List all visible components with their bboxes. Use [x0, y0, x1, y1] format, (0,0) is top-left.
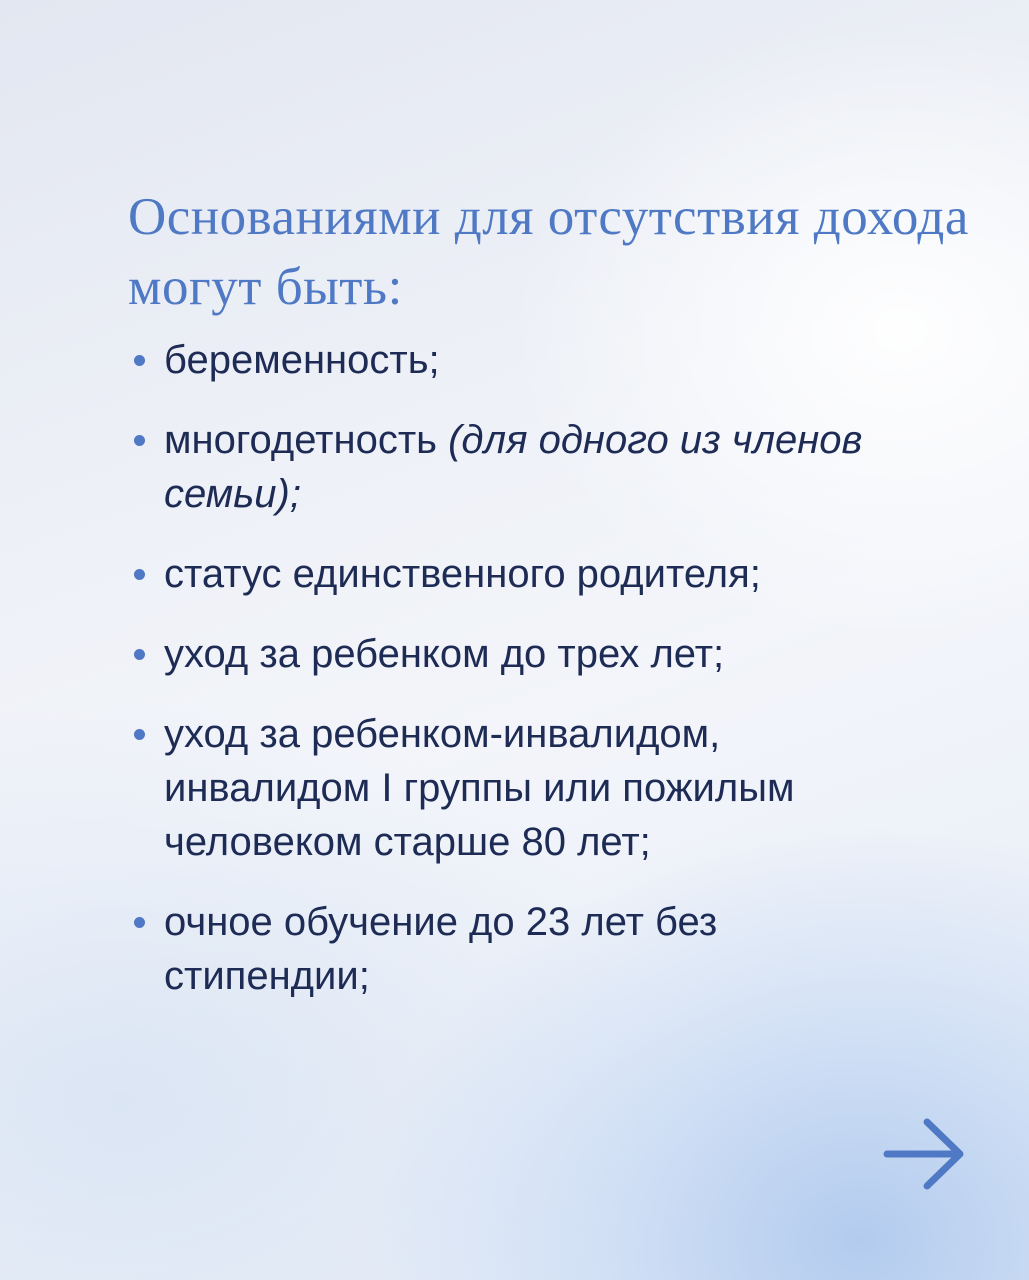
- slide-title: Основаниями для отсутствия дохода могут быть:: [128, 188, 969, 316]
- bullet-icon: [134, 569, 145, 580]
- list-item: [128, 895, 724, 1003]
- list-item-note: (для одного из членов семьи);: [164, 418, 863, 516]
- bullet-icon: [134, 355, 145, 366]
- bullet-icon: [134, 435, 145, 446]
- list-item-text: беременность;: [164, 338, 440, 382]
- list-item: [128, 547, 968, 601]
- list-item-text: уход за ребенком-инвалидом, инвалидом I группы или пожилым человеком старше 80 лет;: [164, 712, 795, 864]
- list-item: [128, 707, 884, 869]
- list-item-text: уход за ребенком до трех лет;: [164, 632, 725, 676]
- bullet-icon: [134, 729, 145, 740]
- bullet-icon: [134, 649, 145, 660]
- arrow-right-icon: [883, 1117, 967, 1191]
- reasons-list: [128, 333, 968, 1029]
- bullet-icon: [134, 917, 145, 928]
- next-slide-button[interactable]: [883, 1117, 967, 1191]
- list-item-text: очное обучение до 23 лет без стипендии;: [164, 900, 718, 998]
- list-item-text: статус единственного родителя;: [164, 552, 761, 596]
- list-item-text: многодетность: [164, 418, 449, 462]
- list-item: [128, 333, 968, 387]
- list-item: [128, 627, 968, 681]
- list-item: [128, 413, 968, 521]
